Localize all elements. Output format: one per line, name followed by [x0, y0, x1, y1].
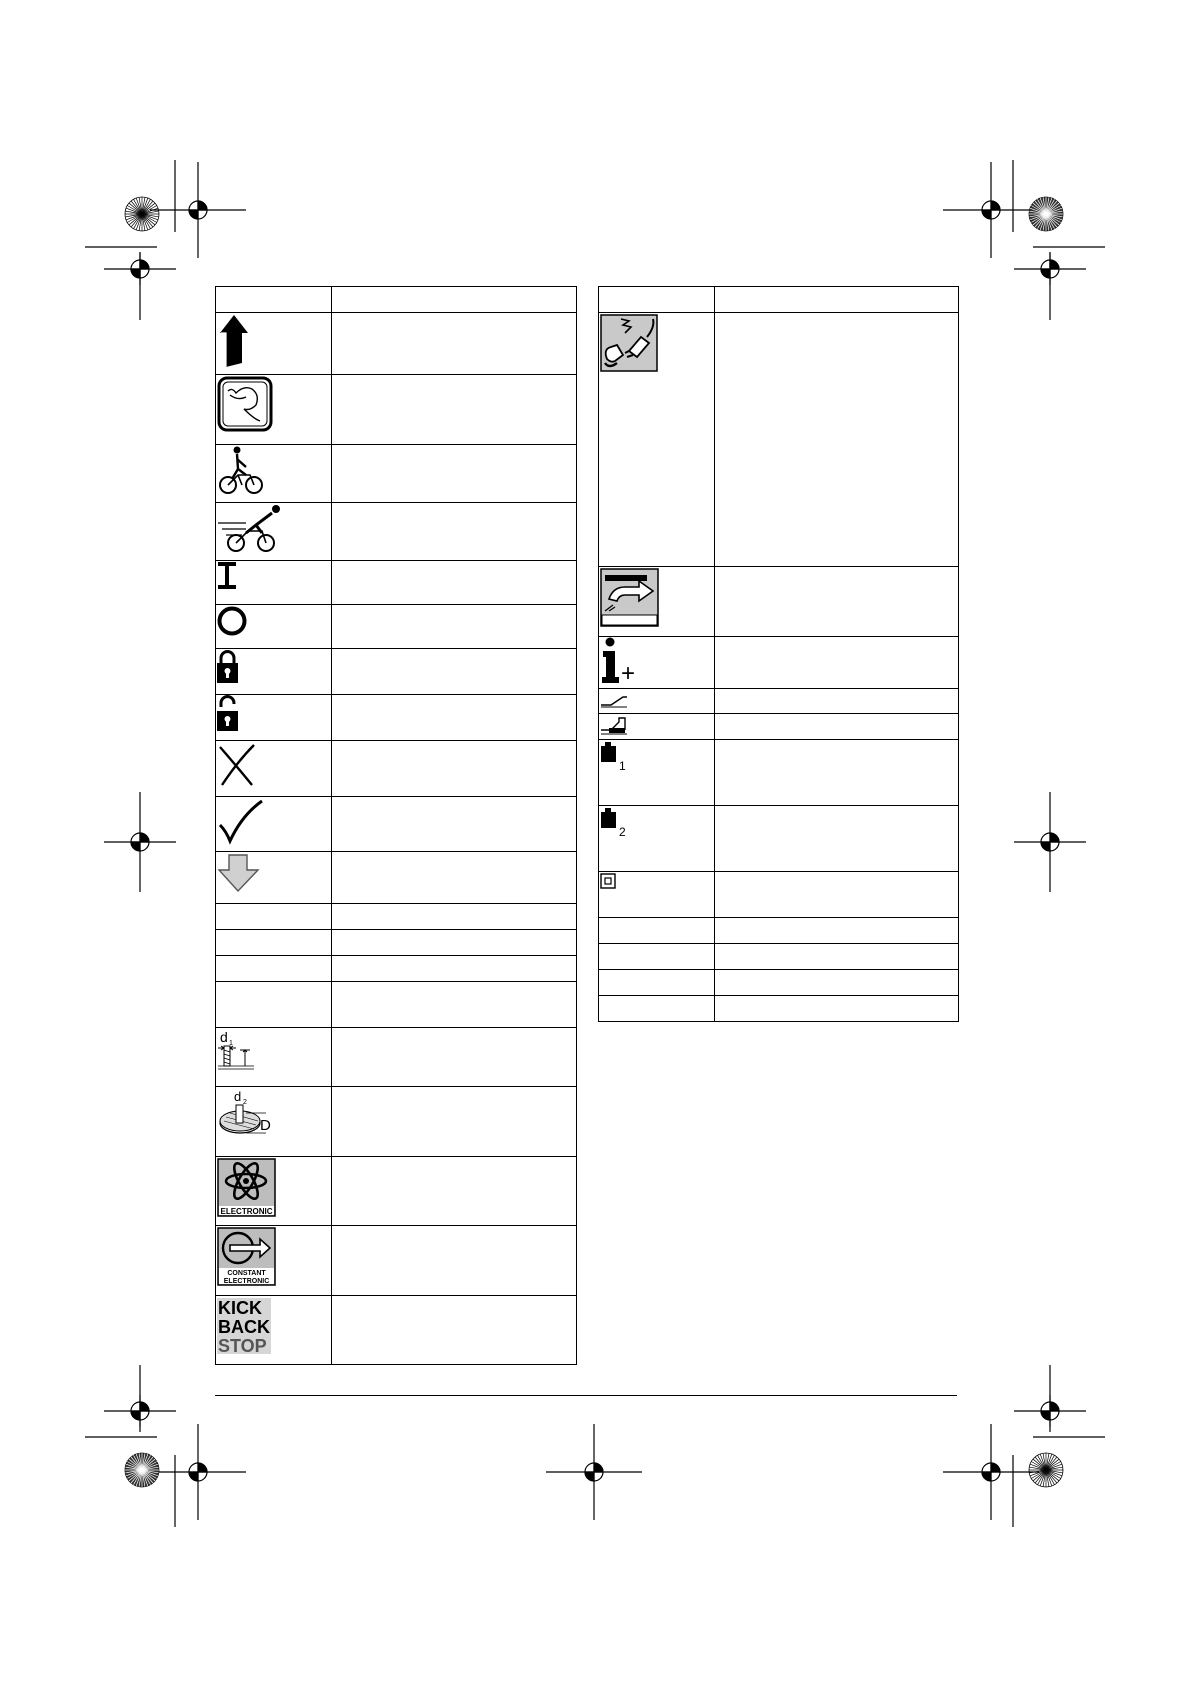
symbol-cell — [599, 996, 715, 1022]
symbol-cell — [599, 313, 715, 567]
kickback-label-1: KICK — [218, 1298, 262, 1318]
down-arrow-icon — [216, 852, 262, 894]
table-row — [216, 1028, 577, 1087]
table-row — [599, 918, 959, 944]
info-plus-label: + — [621, 660, 636, 685]
meaning-cell — [715, 918, 959, 944]
table-row — [216, 561, 577, 605]
tool-change-arrow-icon — [599, 567, 661, 629]
table-row — [599, 313, 959, 567]
table-row — [216, 852, 577, 904]
meaning-cell — [332, 561, 577, 605]
meaning-cell — [332, 313, 577, 375]
meaning-cell — [332, 1226, 577, 1296]
meaning-cell — [332, 904, 577, 930]
cross-mark-icon — [216, 741, 260, 789]
weight-1-icon — [599, 740, 635, 776]
weight-2-icon — [599, 806, 635, 842]
table-row — [216, 930, 577, 956]
table-row — [216, 1087, 577, 1157]
symbol-cell — [599, 872, 715, 918]
table-row — [216, 1296, 577, 1365]
symbol-cell — [216, 1028, 332, 1087]
symbol-cell — [599, 806, 715, 872]
meaning-cell — [715, 689, 959, 714]
table-row — [599, 637, 959, 689]
table-row — [599, 806, 959, 872]
electronic-label: ELECTRONIC — [220, 1207, 273, 1216]
power-off-icon — [216, 605, 250, 639]
flexed-arm-icon — [216, 375, 276, 437]
meaning-cell — [332, 852, 577, 904]
slope-flat-icon — [599, 691, 629, 709]
symbol-cell — [216, 445, 332, 503]
header-cell-symbol — [216, 287, 332, 313]
kickback-label-2: BACK — [218, 1317, 270, 1337]
table-row — [216, 797, 577, 852]
symbol-cell — [216, 695, 332, 741]
meaning-cell — [332, 1157, 577, 1226]
symbol-cell — [216, 605, 332, 649]
table-row — [599, 944, 959, 970]
symbol-cell — [216, 1296, 332, 1365]
bore-sub-label: 1 — [229, 1040, 233, 1047]
weight-1-label: 1 — [619, 759, 626, 773]
meaning-cell — [332, 1087, 577, 1157]
meaning-cell — [715, 944, 959, 970]
table-row — [216, 503, 577, 561]
table-row — [599, 996, 959, 1022]
power-on-icon — [216, 561, 240, 591]
meaning-cell — [715, 970, 959, 996]
symbol-cell — [599, 714, 715, 740]
upward-arrow-icon — [216, 313, 256, 369]
table-row — [216, 649, 577, 695]
symbol-cell — [216, 649, 332, 695]
table-row — [216, 375, 577, 445]
meaning-cell — [332, 930, 577, 956]
disc-sub-label: 2 — [243, 1099, 247, 1106]
table-row — [216, 445, 577, 503]
symbol-cell — [599, 689, 715, 714]
meaning-cell — [715, 714, 959, 740]
table-row — [216, 605, 577, 649]
constant-label-2: ELECTRONIC — [223, 1278, 270, 1285]
protection-class-icon — [599, 872, 619, 892]
left-symbol-table — [215, 286, 577, 1365]
meaning-cell — [332, 956, 577, 982]
header-cell-symbol — [599, 287, 715, 313]
symbol-cell — [216, 904, 332, 930]
table-row — [599, 872, 959, 918]
meaning-cell — [332, 695, 577, 741]
bore-diameter-icon — [216, 1028, 262, 1078]
cyclist-slow-icon — [216, 445, 266, 497]
symbol-cell — [599, 637, 715, 689]
table-row — [216, 1226, 577, 1296]
meaning-cell — [332, 503, 577, 561]
meaning-cell — [332, 741, 577, 797]
meaning-cell — [332, 605, 577, 649]
meaning-cell — [715, 740, 959, 806]
table-row — [599, 689, 959, 714]
cyclist-fast-icon — [216, 503, 286, 555]
meaning-cell — [715, 872, 959, 918]
table-row — [599, 567, 959, 637]
symbol-cell — [216, 503, 332, 561]
meaning-cell — [332, 445, 577, 503]
symbol-cell — [216, 930, 332, 956]
symbol-cell — [599, 944, 715, 970]
kickback-stop-icon — [216, 1296, 276, 1356]
table-row — [216, 956, 577, 982]
table-row — [216, 982, 577, 1028]
symbol-cell — [216, 956, 332, 982]
header-cell-meaning — [715, 287, 959, 313]
right-symbol-table — [598, 286, 959, 1022]
constant-label-1: CONSTANT — [227, 1270, 266, 1277]
symbol-cell — [216, 1087, 332, 1157]
table-row — [599, 970, 959, 996]
table-row — [599, 740, 959, 806]
bore-d-label: d — [220, 1029, 228, 1045]
table-header-row — [216, 287, 577, 313]
check-mark-icon — [216, 797, 266, 847]
lock-open-icon — [216, 695, 240, 735]
meaning-cell — [332, 375, 577, 445]
disc-d-label: d — [234, 1089, 242, 1104]
footer-rule — [215, 1395, 957, 1396]
symbol-cell — [216, 1226, 332, 1296]
table-row — [216, 695, 577, 741]
info-plus-icon — [599, 637, 643, 685]
disc-D-label: D — [260, 1117, 271, 1134]
meaning-cell — [332, 1028, 577, 1087]
symbol-cell — [216, 982, 332, 1028]
meaning-cell — [715, 567, 959, 637]
meaning-cell — [332, 982, 577, 1028]
symbol-cell — [599, 567, 715, 637]
electronic-atom-icon — [216, 1157, 278, 1219]
symbol-cell — [216, 741, 332, 797]
meaning-cell — [715, 637, 959, 689]
weight-2-label: 2 — [619, 825, 626, 839]
meaning-cell — [332, 797, 577, 852]
meaning-cell — [715, 806, 959, 872]
symbol-cell — [216, 852, 332, 904]
symbol-cell — [216, 375, 332, 445]
lock-closed-icon — [216, 649, 240, 687]
table-row — [216, 313, 577, 375]
table-header-row — [599, 287, 959, 313]
table-row — [216, 741, 577, 797]
kickback-label-3: STOP — [218, 1336, 267, 1356]
symbol-cell — [216, 313, 332, 375]
table-row — [216, 904, 577, 930]
meaning-cell — [332, 649, 577, 695]
symbol-cell — [599, 970, 715, 996]
symbol-cell — [216, 1157, 332, 1226]
plug-disconnect-icon — [599, 313, 661, 375]
meaning-cell — [332, 1296, 577, 1365]
symbol-cell — [216, 561, 332, 605]
symbol-cell — [599, 918, 715, 944]
symbol-cell — [599, 740, 715, 806]
constant-electronic-icon — [216, 1226, 278, 1288]
symbol-cell — [216, 797, 332, 852]
header-cell-meaning — [332, 287, 577, 313]
table-row — [599, 714, 959, 740]
disc-diameter-icon — [216, 1087, 280, 1143]
slope-stepped-icon — [599, 716, 629, 736]
table-row — [216, 1157, 577, 1226]
meaning-cell — [715, 996, 959, 1022]
meaning-cell — [715, 313, 959, 567]
